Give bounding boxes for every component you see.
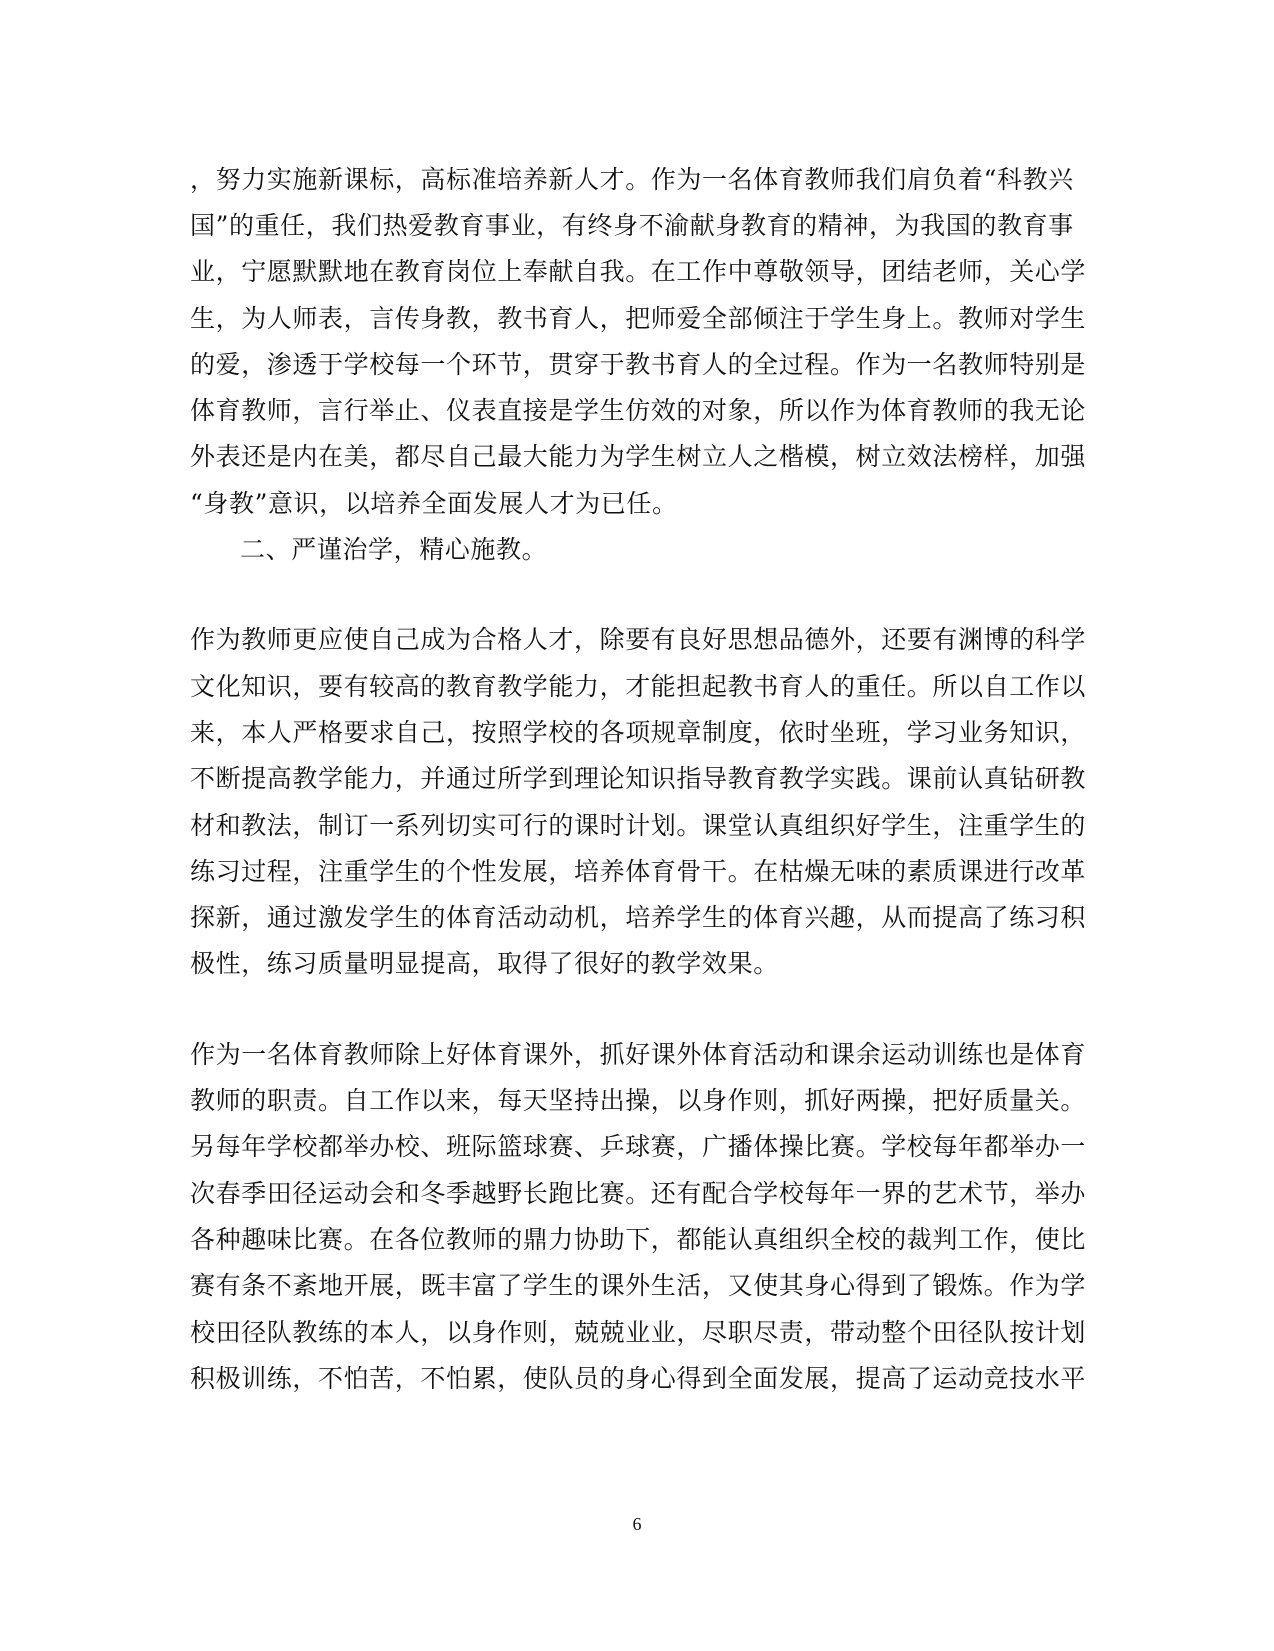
paragraph-line: 另每年学校都举办校、班际篮球赛、乒球赛，广播体操比赛。学校每年都举办一 [190,1132,1087,1161]
paragraph-line: 次春季田径运动会和冬季越野长跑比赛。还有配合学校每年一界的艺术节，举办 [190,1179,1087,1208]
paragraph-line: “身教”意识，以培养全面发展人才为已任。 [190,489,678,518]
paragraph-line: 赛有条不紊地开展，既丰富了学生的课外生活，又使其身心得到了锻炼。作为学 [190,1271,1087,1300]
paragraph-line: 来，本人严格要求自己，按照学校的各项规章制度，依时坐班，学习业务知识， [190,718,1087,747]
paragraph-line: 校田径队教练的本人，以身作则，兢兢业业，尽职尽责，带动整个田径队按计划 [190,1318,1087,1347]
paragraph-line: 教师的职责。自工作以来，每天坚持出操，以身作则，抓好两操，把好质量关。 [190,1086,1087,1115]
paragraph-line: 的爱，渗透于学校每一个环节，贯穿于教书育人的全过程。作为一名教师特别是 [190,350,1087,379]
paragraph-line: 业，宁愿默默地在教育岗位上奉献自我。在工作中尊敬领导，团结老师，关心学 [190,257,1087,286]
paragraph-line: 练习过程，注重学生的个性发展，培养体育骨干。在枯燥无味的素质课进行改革 [190,857,1087,886]
paragraph-line: 探新，通过激发学生的体育活动动机，培养学生的体育兴趣，从而提高了练习积 [190,903,1087,932]
paragraph-line: 各种趣味比赛。在各位教师的鼎力协助下，都能认真组织全校的裁判工作，使比 [190,1225,1087,1254]
page-number: 6 [632,1514,642,1534]
paragraph-line: ，努力实施新课标，高标准培养新人才。作为一名体育教师我们肩负着“科教兴 [190,165,1074,194]
paragraph-line: 作为一名体育教师除上好体育课外，抓好课外体育活动和课余运动训练也是体育 [190,1040,1087,1069]
paragraph-line: 文化知识，要有较高的教育教学能力，才能担起教书育人的重任。所以自工作以 [190,672,1087,701]
paragraph-line: 作为教师更应使自己成为合格人才，除要有良好思想品德外，还要有渊博的科学 [190,625,1087,654]
paragraph-line: 外表还是内在美，都尽自己最大能力为学生树立人之楷模，树立效法榜样，加强 [190,442,1087,471]
paragraph-line: 极性，练习质量明显提高，取得了很好的教学效果。 [190,949,779,978]
paragraph-line: 积极训练，不怕苦，不怕累，使队员的身心得到全面发展，提高了运动竞技水平 [190,1364,1087,1393]
paragraph-line: 体育教师，言行举止、仪表直接是学生仿效的对象，所以作为体育教师的我无论 [190,396,1087,425]
section-heading: 二、严谨治学，精心施教。 [240,535,548,564]
paragraph-line: 不断提高教学能力，并通过所学到理论知识指导教育教学实践。课前认真钻研教 [190,764,1087,793]
paragraph-line: 国”的重任，我们热爱教育事业，有终身不渝献身教育的精神，为我国的教育事 [190,211,1074,240]
paragraph-line: 生，为人师表，言传身教，教书育人，把师爱全部倾注于学生身上。教师对学生 [190,304,1087,333]
paragraph-line: 材和教法，制订一系列切实可行的课时计划。课堂认真组织好学生，注重学生的 [190,811,1087,840]
